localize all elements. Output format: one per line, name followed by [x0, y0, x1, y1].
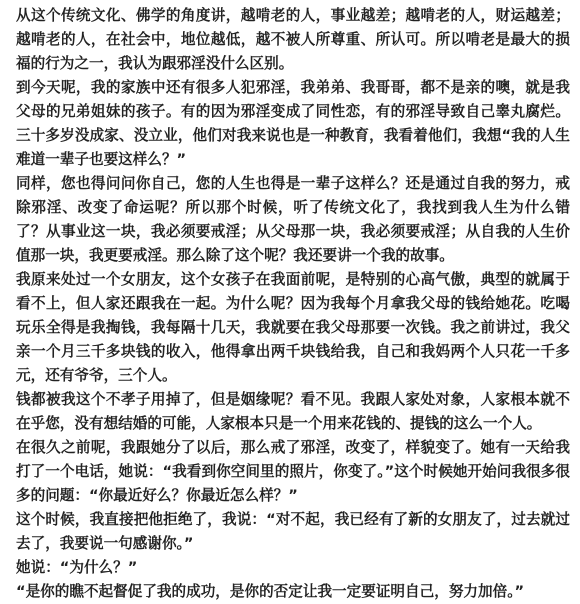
- paragraph-2: 到今天呢，我的家族中还有很多人犯邪淫，我弟弟、我哥哥，都不是亲的噢，就是我父母的兄弟姐妹的孩子。有的因为邪淫变成了同性恋，有的邪淫导致自己睾丸腐烂。三十多岁没成家、没立业，他们对我来说也是一种教育，我看着他们，我想“我的人生难道一辈子也要这样么？”: [16, 79, 570, 168]
- paragraph-8: 她说：“为什么？”: [16, 559, 138, 576]
- paragraph-4: 我原来处过一个女朋友，这个女孩子在我面前呢，是特别的心高气傲，典型的就属于看不上，但人家还跟我在一起。为什么呢？因为我每个月拿我父母的钱给她花。吃喝玩乐全得是我掏钱，我每隔十几天，我就要在我父母那要一次钱。我之前讲过，我父亲一个月三千多块钱的收入，他得拿出两千块钱给我，自己和我妈两个人只花一千多元，还有爷爷，三个人。: [16, 271, 570, 384]
- paragraph-6: 在很久之前呢，我跟她分了以后，那么戒了邪淫，改变了，样貌变了。她有一天给我打了一个电话，她说：“我看到你空间里的照片，你变了。”这个时候她开始问我很多很多的问题：“你最近好么？你最近怎么样？”: [16, 439, 570, 504]
- paragraph-9: “是你的瞧不起督促了我的成功，是你的否定让我一定要证明自己，努力加倍。”: [16, 583, 525, 600]
- paragraph-3: 同样，您也得问问你自己，您的人生也得是一辈子这样么？还是通过自我的努力，戒除邪淫、改变了命运呢？所以那个时候，听了传统文化了，我找到我人生为什么错了？从事业这一块，我必须要戒淫；从父母那一块，我必须要戒淫；从自我的人生价值那一块，我更要戒淫。那么除了这个呢？我还要讲一个我的故事。: [16, 175, 570, 264]
- paragraph-1: 从这个传统文化、佛学的角度讲，越啃老的人，事业越差；越啃老的人，财运越差；越啃老的人，在社会中，地位越低，越不被人所尊重、所认可。所以啃老是最大的损福的行为之一，我认为跟邪淫没什么区别。: [16, 7, 570, 72]
- paragraph-5: 钱都被我这个不孝子用掉了，但是姻缘呢？看不见。我跟人家处对象，人家根本就不在乎您，没有想结婚的可能，人家根本只是一个用来花钱的、提钱的这么一个人。: [16, 391, 570, 432]
- paragraph-7: 这个时候，我直接把他拒绝了，我说：“对不起，我已经有了新的女朋友了，过去就过去了，我要说一句感谢你。”: [16, 511, 570, 552]
